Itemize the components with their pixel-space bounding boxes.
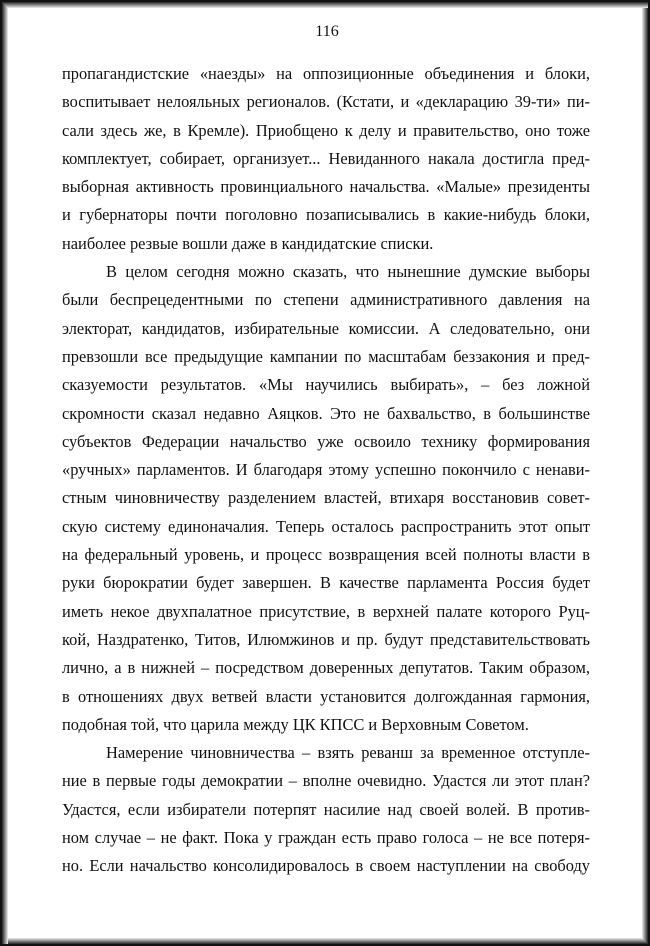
text-line: скую систему единоначалия. Теперь осталось распространить этот опыт (62, 516, 590, 536)
text-line: наиболее резвые вошли даже в кандидатские списки. (62, 233, 434, 253)
text-line: иметь некое двухпалатное присутствие, в верхней палате которого Руц- (62, 601, 590, 621)
text-line: сказуемости результатов. «Мы научились выбирать», – без ложной (62, 375, 590, 395)
document-body (62, 60, 590, 881)
paragraph-3 (62, 739, 590, 880)
text-line: и губернаторы почти поголовно позаписывались в какие-нибудь блоки, (62, 205, 590, 225)
text-line: в отношениях двух ветвей власти установится долгожданная гармония, (62, 686, 590, 706)
page-number: 116 (315, 23, 339, 40)
text-line: руки бюрократии будет завершен. В качестве парламента Россия будет (62, 573, 590, 593)
text-line: электорат, кандидатов, избирательные комиссии. А следовательно, они (62, 318, 590, 338)
text-line: «ручных» парламентов. И благодаря этому успешно покончило с ненави- (62, 460, 590, 480)
text-line: комплектует, собирает, организует... Невиданного накала достигла пред- (62, 148, 590, 168)
text-line: были беспрецедентными по степени административного давления на (62, 290, 590, 310)
text-line: кой, Наздратенко, Титов, Илюмжинов и пр. будут представительствовать (62, 629, 590, 649)
text-line: лично, а в нижней – посредством доверенных депутатов. Таким образом, (62, 658, 590, 678)
text-line: пропагандистские «наезды» на оппозиционные объединения и блоки, (62, 64, 590, 83)
text-line: воспитывает нелояльных регионалов. (Кстати, и «декларацию 39-ти» пи- (62, 92, 590, 112)
text-line: Намерение чиновничества – взять реванш за временное отступле- (106, 743, 590, 763)
text-line: ние в первые годы демократии – вполне очевидно. Удастся ли этот план? (62, 771, 590, 791)
text-line: субъектов Федерации начальство уже освоило технику формирования (62, 431, 590, 451)
text-line: стным чиновничеству разделением властей, втихаря восстановив совет- (62, 488, 590, 508)
text-line: на федеральный уровень, и процесс возвращения всей полноты власти в (62, 545, 590, 565)
text-line: ном случае – не факт. Пока у граждан есть право голоса – не все потеря- (62, 828, 590, 848)
text-line: подобная той, что царила между ЦК КПСС и Верховным Советом. (62, 714, 529, 734)
text-line: сали здесь же, в Кремле). Приобщено к делу и правительство, оно тоже (62, 120, 590, 140)
text-line: В целом сегодня можно сказать, что нынешние думские выборы (106, 262, 590, 282)
text-line: Удастся, если избиратели потерпят насилие над своей волей. В против- (62, 799, 590, 819)
text-line: скромности сказал недавно Аяцков. Это не бахвальство, в большинстве (62, 403, 590, 423)
text-line: превзошли все предыдущие кампании по масштабам беззакония и пред- (62, 346, 590, 366)
text-line: но. Если начальство консолидировалось в своем наступлении на свободу (62, 856, 590, 876)
text-line: выборная активность провинциального начальства. «Малые» президенты (62, 177, 590, 197)
paragraph-1 (62, 60, 590, 258)
paragraph-2 (62, 258, 590, 739)
